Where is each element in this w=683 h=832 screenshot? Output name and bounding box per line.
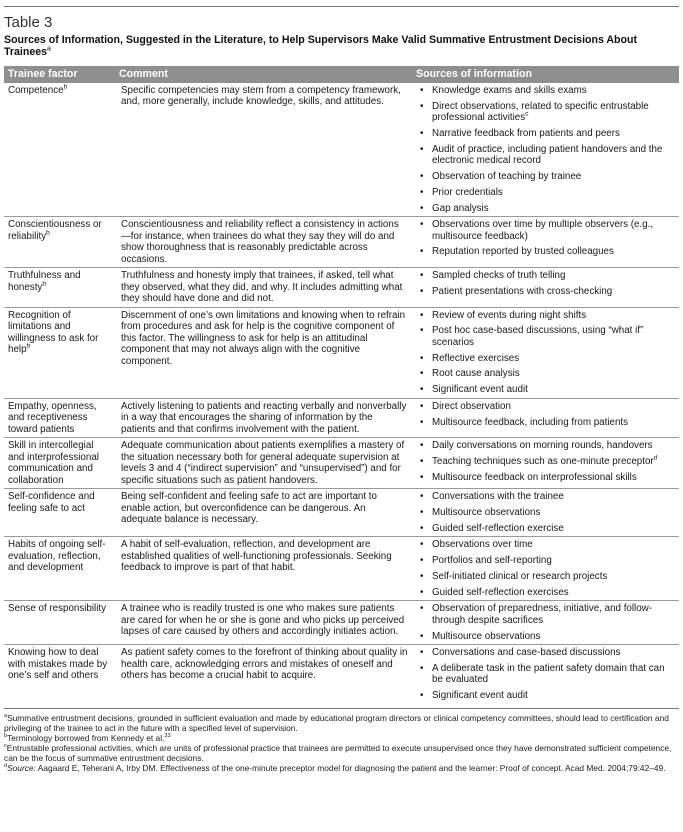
sources-list [418, 401, 675, 428]
trainee-factor-cell [4, 489, 115, 537]
comment-cell: Being self-confident and feeling safe to act are important to enable action, but overconfidence can be dangerous. An adequate balance is necessary. [115, 489, 412, 537]
source-text: Observations over time [432, 539, 533, 551]
source-text: Portfolios and self-reporting [432, 555, 552, 567]
footnote-marker: c [525, 110, 529, 118]
sources-cell [412, 489, 679, 537]
sources-list [418, 219, 675, 258]
footnote [4, 713, 679, 733]
source-item [418, 144, 675, 167]
comment-cell: Conscientiousness and reliability reflect a consistency in actions—for instance, when trainees do what they say they will do and show thoroughness that is reasonably predictable across occasions. [115, 217, 412, 268]
header-row [4, 66, 679, 83]
source-item [418, 523, 675, 535]
caption-text: Sources of Information, Suggested in the Literature, to Help Supervisors Make Valid Summative Entrustment Decisions About Trainees [4, 34, 637, 59]
sources-cell [412, 438, 679, 489]
table-row [4, 645, 679, 704]
source-item [418, 401, 675, 413]
trainee-factor-text: Self-confidence and feeling safe to act [8, 491, 95, 514]
source-item [418, 286, 675, 298]
sources-cell [412, 268, 679, 308]
sources-table [4, 66, 679, 704]
sources-cell [412, 398, 679, 438]
reference-marker: 33 [164, 732, 171, 739]
footnote-marker: d [4, 762, 8, 769]
source-text: A deliberate task in the patient safety domain that can be evaluated [432, 662, 665, 686]
footnote-text: Aagaard E, Teherani A, Irby DM. Effectiveness of the one-minute preceptor model for diagnosing the patient and the learner: Proof of concept. Acad Med. 2004;79:42–49. [35, 762, 666, 773]
source-text: Multisource observations [432, 507, 541, 519]
sources-list [418, 85, 675, 214]
sources-list [418, 440, 675, 483]
source-item [418, 587, 675, 599]
source-item [418, 571, 675, 583]
source-text: Direct observations, related to specific entrustable professional activities [432, 100, 649, 124]
table-body [4, 83, 679, 704]
column-header-comment: Comment [115, 66, 412, 83]
table-row [4, 438, 679, 489]
comment-cell: Discernment of one’s own limitations and knowing when to refrain from procedures and ask for help is the cognitive component of this factor. The willingness to ask for help is an attitudinal component that may not always align with the cognitive component. [115, 307, 412, 398]
trainee-factor-cell [4, 645, 115, 704]
source-item [418, 270, 675, 282]
footnote-text: Terminology borrowed from Kennedy et al. [7, 732, 165, 743]
comment-cell: As patient safety comes to the forefront of thinking about quality in health care, acknowledging errors and mistakes of oneself and others has become a crucial habit to acquire. [115, 645, 412, 704]
footnote-marker: d [653, 454, 658, 462]
source-item [418, 456, 675, 468]
source-item [418, 368, 675, 380]
sources-list [418, 539, 675, 598]
sources-list [418, 603, 675, 642]
trainee-factor-cell [4, 537, 115, 601]
source-item [418, 663, 675, 686]
source-item [418, 539, 675, 551]
trainee-factor-text: Recognition of limitations and willingness to ask for help [8, 309, 99, 356]
column-header-trainee-factor: Trainee factor [4, 66, 115, 83]
source-item [418, 384, 675, 396]
trainee-factor-cell [4, 83, 115, 217]
source-item [418, 128, 675, 140]
table-row [4, 268, 679, 308]
sources-cell [412, 601, 679, 645]
trainee-factor-cell [4, 601, 115, 645]
footnote-marker: b [46, 229, 50, 237]
source-item [418, 187, 675, 199]
table-row [4, 217, 679, 268]
source-text: Reputation reported by trusted colleagues [432, 246, 614, 258]
sources-cell [412, 645, 679, 704]
trainee-factor-text: Conscientiousness or reliability [8, 219, 102, 242]
source-text: Post hoc case-based discussions, using “what if” scenarios [432, 325, 644, 348]
source-item [418, 690, 675, 702]
source-text: Gap analysis [432, 202, 489, 214]
trainee-factor-text: Truthfulness and honesty [8, 270, 81, 293]
source-item [418, 507, 675, 519]
source-text: Root cause analysis [432, 368, 520, 380]
source-text: Review of events during night shifts [432, 309, 587, 321]
source-text: Multisource feedback, including from patients [432, 416, 629, 428]
footnote-marker: c [4, 742, 7, 749]
sources-cell [412, 537, 679, 601]
table-row [4, 307, 679, 398]
caption-footnote-marker: a [47, 45, 51, 53]
source-text: Multisource feedback on interprofessional skills [432, 471, 637, 483]
source-text: Multisource observations [432, 630, 541, 642]
footnote [4, 733, 679, 743]
footnote-marker: b [26, 342, 31, 350]
trainee-factor-cell [4, 268, 115, 308]
source-item [418, 353, 675, 365]
source-text: Significant event audit [432, 690, 528, 702]
source-text: Guided self-reflection exercises [432, 586, 569, 598]
source-text: Observation of teaching by trainee [432, 171, 582, 182]
source-text: Patient presentations with cross-checking [432, 285, 613, 297]
source-text: Audit of practice, including patient handovers and the electronic medical record [432, 143, 663, 167]
table-row [4, 398, 679, 438]
source-item [418, 85, 675, 97]
footnotes [4, 708, 679, 773]
source-item [418, 203, 675, 215]
table-page [4, 6, 679, 773]
table-row [4, 83, 679, 217]
source-text: Narrative feedback from patients and peers [432, 127, 620, 139]
comment-cell: Actively listening to patients and reacting verbally and nonverbally in a way that encourages the sharing of information by the patients and that confirms involvement with the patient. [115, 398, 412, 438]
source-item [418, 219, 675, 242]
footnote-marker: b [63, 83, 68, 91]
sources-list [418, 310, 675, 396]
sources-cell [412, 83, 679, 217]
source-item [418, 101, 675, 124]
comment-cell: A habit of self-evaluation, reflection, and development are established qualities of well-functioning professionals. Seeking feedback to improve is part of that habit. [115, 537, 412, 601]
sources-list [418, 270, 675, 297]
source-item [418, 417, 675, 429]
footnote-prefix: Source: [7, 762, 36, 773]
trainee-factor-cell [4, 307, 115, 398]
table-row [4, 537, 679, 601]
comment-cell: Specific competencies may stem from a competency framework, and, more generally, include knowledge, skills, and attitudes. [121, 84, 401, 108]
source-text: Sampled checks of truth telling [432, 270, 566, 282]
source-text: Teaching techniques such as one-minute preceptor [432, 456, 654, 468]
source-item [418, 472, 675, 484]
source-item [418, 325, 675, 348]
footnote-marker: b [4, 732, 8, 739]
source-text: Observations over time by multiple observers (e.g., multisource feedback) [432, 219, 654, 242]
source-item [418, 440, 675, 452]
source-text: Conversations with the trainee [432, 491, 564, 503]
source-text: Reflective exercises [432, 352, 520, 364]
table-row [4, 489, 679, 537]
comment-cell: Adequate communication about patients exemplifies a mastery of the situation necessary both for general adequate supervision at levels 3 and 4 (“indirect supervision” and “unsupervised”) and for specific situations such as patient handovers. [115, 438, 412, 489]
sources-list [418, 491, 675, 534]
trainee-factor-text: Skill in intercollegial and interprofessional communication and collaboration [8, 440, 99, 486]
footnote-marker: b [42, 280, 46, 288]
footnote-text: Summative entrustment decisions, grounded in sufficient evaluation and made by educational program directors or clinical competency committees, should lead to certification and privileging of the trainee to act in the future with a specified level of supervision. [4, 712, 669, 733]
source-text: Daily conversations on morning rounds, handovers [432, 440, 653, 452]
sources-cell [412, 307, 679, 398]
table-row [4, 601, 679, 645]
source-item [418, 310, 675, 322]
source-text: Knowledge exams and skills exams [432, 84, 587, 96]
source-item [418, 246, 675, 258]
table-caption [4, 34, 679, 59]
source-text: Prior credentials [432, 186, 503, 198]
top-rule [4, 6, 679, 7]
footnote [4, 763, 679, 773]
trainee-factor-cell [4, 438, 115, 489]
source-item [418, 491, 675, 503]
trainee-factor-text: Competence [8, 84, 64, 96]
source-text: Direct observation [432, 400, 511, 412]
source-item [418, 603, 675, 626]
source-item [418, 171, 675, 183]
source-text: Self-initiated clinical or research projects [432, 570, 608, 582]
comment-cell: A trainee who is readily trusted is one who makes sure patients are cared for when he or she is gone and who picks up perceived lapses of care caused by others and accordingly initiates action. [115, 601, 412, 645]
trainee-factor-text: Empathy, openness, and receptiveness toward patients [8, 400, 97, 435]
footnote-marker: a [4, 712, 8, 719]
source-item [418, 555, 675, 567]
sources-cell [412, 217, 679, 268]
source-item [418, 647, 675, 659]
comment-cell: Truthfulness and honesty imply that trainees, if asked, tell what they observed, what they did, and why. It includes admitting what they should have done and did not. [115, 268, 412, 308]
source-text: Guided self-reflection exercise [432, 522, 564, 534]
trainee-factor-text: Habits of ongoing self-evaluation, reflection, and development [8, 539, 106, 574]
footnote-text: Entrustable professional activities, which are units of professional practice that trainees are permitted to execute unsupervised once they have demonstrated sufficient competence, can be the focus of summative entrustment decisions. [4, 742, 672, 763]
trainee-factor-cell [4, 217, 115, 268]
sources-list [418, 647, 675, 702]
source-item [418, 631, 675, 643]
footnote [4, 743, 679, 763]
trainee-factor-text: Sense of responsibility [8, 603, 107, 615]
column-header-sources: Sources of information [412, 66, 679, 83]
table-label: Table 3 [4, 14, 53, 31]
trainee-factor-cell [4, 398, 115, 438]
trainee-factor-text: Knowing how to deal with mistakes made by one’s self and others [8, 647, 108, 682]
source-text: Observation of preparedness, initiative, and follow-through despite sacrifices [432, 603, 653, 626]
source-text: Significant event audit [432, 384, 528, 396]
source-text: Conversations and case-based discussions [432, 647, 621, 659]
